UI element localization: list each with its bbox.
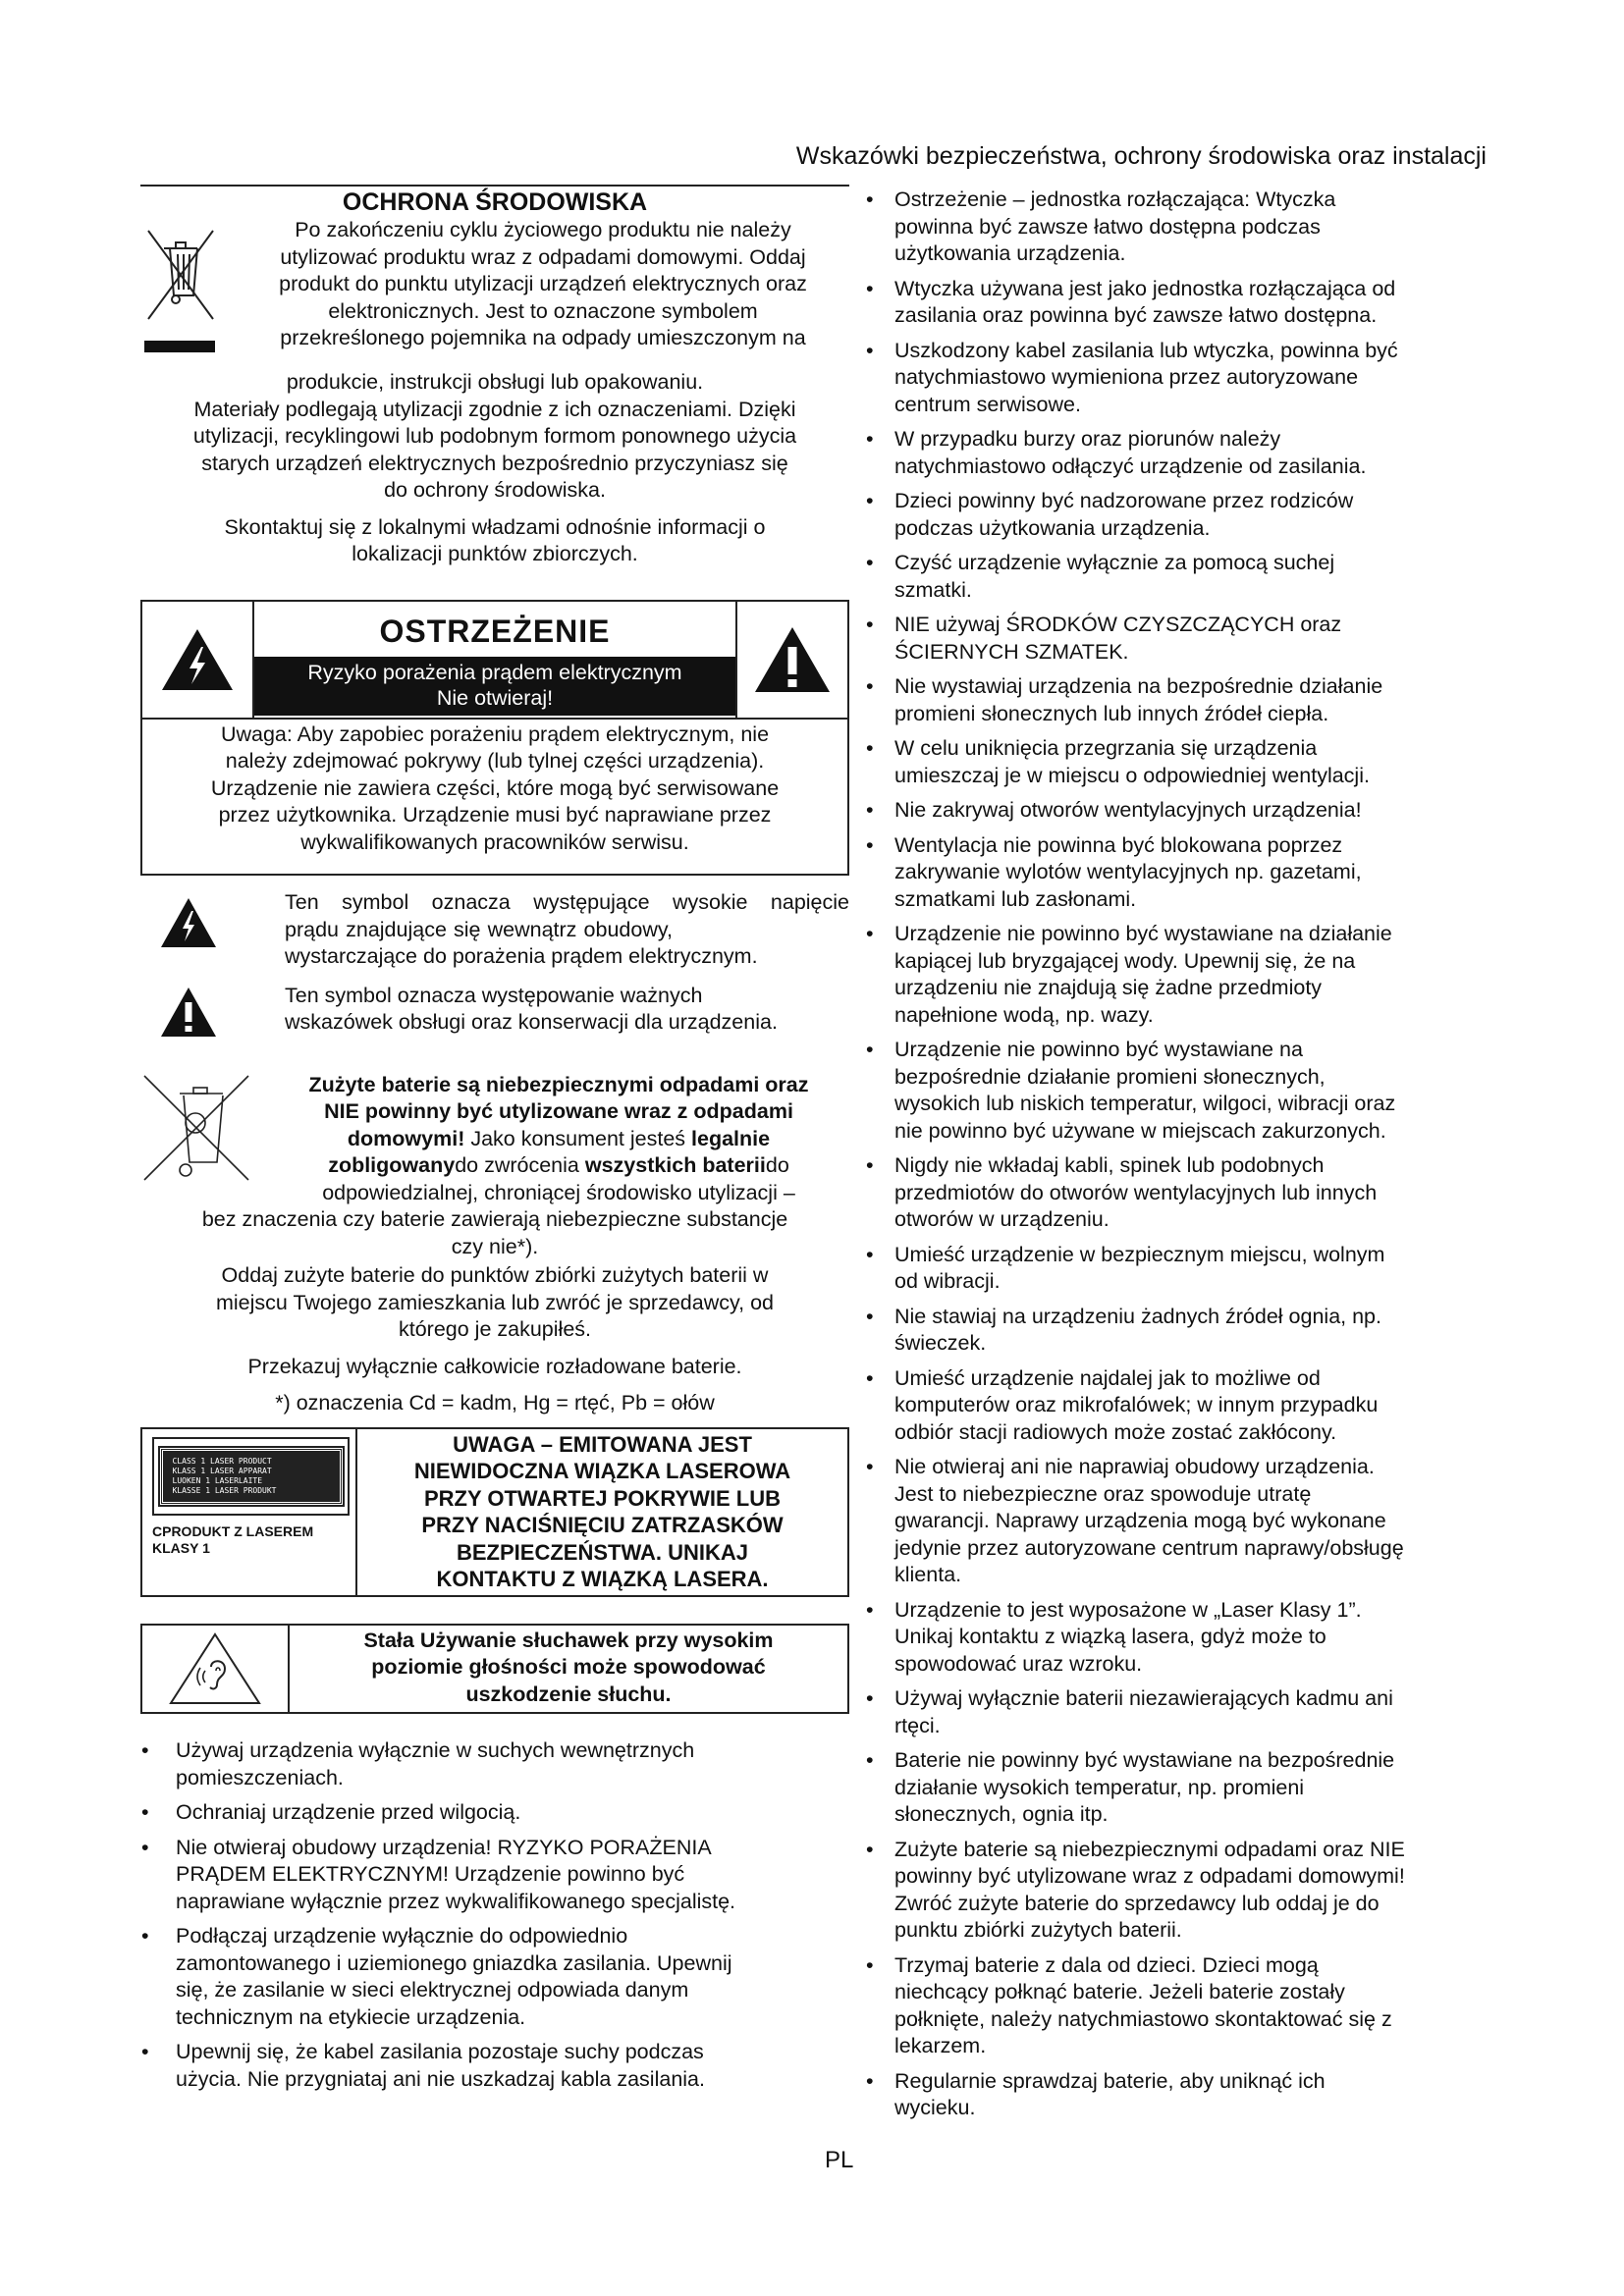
list-item: • Urządzenie nie powinno być wystawiane na bezpośrednie działanie promieni słonecznych, wysokich lub niskich temperatur, wilgoci, wibracji oraz nie powinno być używane w miejscach zakurzonych. xyxy=(866,1038,1396,1143)
list-item: • Urządzenie to jest wyposażone w „Laser Klasy 1”. Unikaj kontaktu z wiązką lasera, gdyż może to spowodować uraz wzroku. xyxy=(866,1597,1362,1676)
list-item: • Umieść urządzenie w bezpiecznym miejscu, wolnym od wibracji. xyxy=(866,1242,1385,1293)
list-item: • Używaj wyłącznie baterii niezawierających kadmu ani rtęci. xyxy=(866,1686,1393,1737)
list-item: • Uszkodzony kabel zasilania lub wtyczka, powinna być natychmiastowo wymieniona przez autoryzowane centrum serwisowe. xyxy=(866,338,1398,416)
list-item: • NIE używaj ŚRODKÓW CZYSZCZĄCYCH oraz ŚCIERNYCH SZMATEK. xyxy=(866,613,1342,664)
list-item: • Upewnij się, że kabel zasilania pozostaje suchy podczas użycia. Nie przygniataj ani nie uszkadzaj kabla zasilania. xyxy=(141,2040,705,2091)
crossed-battery-bin-icon xyxy=(140,1072,268,1207)
battery-paragraph-3: Przekazuj wyłącznie całkowicie rozładowane baterie. xyxy=(247,1354,742,1378)
env-paragraph-1: Po zakończeniu cyklu życiowego produktu nie należy utylizować produktu wraz z odpadami domowymi. Oddaj produkt do punktu utylizacji urządzeń elektrycznych oraz elektronicznych. Jest to oznaczone symbolem przekreślonego pojemnika na odpady umieszczonym na xyxy=(279,218,807,349)
laser-label-panel: CLASS 1 LASER PRODUCT KLASS 1 LASER APPARAT LUOKEN 1 LASERLAITE KLASSE 1 LASER PRODUKT CPRODUKT Z LASEREM KLASY 1 xyxy=(142,1429,357,1595)
list-item: • Zużyte baterie są niebezpiecznymi odpadami oraz NIE powinny być utylizowane wraz z odpadami domowymi! Zwróć zużyte baterie do sprzedawcy lub oddaj je do punktu zbiórki zużytych baterii. xyxy=(866,1837,1405,1942)
list-item: • Używaj urządzenia wyłącznie w suchych wewnętrznych pomieszczeniach. xyxy=(141,1738,695,1789)
hearing-box xyxy=(140,1624,849,1715)
warning-title: OSTRZEŻENIE xyxy=(379,613,611,649)
symbol-important-info: Ten symbol oznacza występowanie ważnych wskazówek obsługi oraz konserwacji dla urządzenia. xyxy=(140,983,849,1042)
list-item: • Regularnie sprawdzaj baterie, aby uniknąć ich wycieku. xyxy=(866,2068,1326,2119)
list-item: • Umieść urządzenie najdalej jak to możliwe od komputerów oraz mikrofalówek; w innym przypadku odbiór stacji radiowych może zostać zakłócony. xyxy=(866,1365,1379,1444)
list-item: • W przypadku burzy oraz piorunów należy natychmiastowo odłączyć urządzenie od zasilania. xyxy=(866,427,1367,478)
right-bullet-list xyxy=(865,187,1484,2122)
env-paragraph-3: Skontaktuj się z lokalnymi władzami odnośnie informacji o lokalizacji punktów zbiorczych. xyxy=(224,514,766,565)
laser-warning-text: UWAGA – EMITOWANA JEST NIEWIDOCZNA WIĄZKA LASEROWA PRZY OTWARTEJ POKRYWIE LUB PRZY NACIŚNIĘCIU ZATRZASKÓW BEZPIECZEŃSTWA. UNIKAJ KONTAKTU Z WIĄZKĄ LASERA. xyxy=(413,1431,791,1591)
laser-class-label: CLASS 1 LASER PRODUCT KLASS 1 LASER APPARAT LUOKEN 1 LASERLAITE KLASSE 1 LASER PRODUKT xyxy=(152,1437,350,1516)
list-item: • Czyść urządzenie wyłącznie za pomocą suchej szmatki. xyxy=(866,551,1335,602)
hearing-warning-icon xyxy=(142,1626,290,1713)
list-item: • Nie otwieraj ani nie naprawiaj obudowy urządzenia. Jest to niebezpieczne oraz spowoduje utratę gwarancji. Naprawy urządzenia mogą być wykonane jedynie przez autoryzowane centrum naprawy/obsługę klienta. xyxy=(866,1455,1404,1586)
list-item: • Podłączaj urządzenie wyłącznie do odpowiednio zamontowanego i uziemionego gniazdka zasilania. Upewnij się, że zasilanie w sieci elektrycznej odpowiada danym technicznym na etykiecie urządzenia. xyxy=(141,1924,732,2029)
list-item: • Ochraniaj urządzenie przed wilgocią. xyxy=(141,1800,521,1824)
battery-footnote: *) oznaczenia Cd = kadm, Hg = rtęć, Pb = ołów xyxy=(275,1391,715,1415)
list-item: • Urządzenie nie powinno być wystawiane na działanie kapiącej lub bryzgającej wody. Upewnij się, że na urządzeniu nie znajdują się żadne przedmioty napełnione wodą, np. wazy. xyxy=(866,922,1392,1027)
warning-body: Uwaga: Aby zapobiec porażeniu prądem elektrycznym, nie należy zdejmować pokrywy (lub tylnej części urządzenia). Urządzenie nie zawiera części, które mogą być serwisowane przez użytkownika. Urządzenie musi być naprawiane przez wykwalifikowanych pracowników serwisu. xyxy=(210,721,780,854)
right-column xyxy=(865,187,1484,2130)
list-item: • Wtyczka używana jest jako jednostka rozłączająca od zasilania oraz powinna być zawsze łatwo dostępna. xyxy=(866,276,1396,327)
list-item: • Nie otwieraj obudowy urządzenia! RYZYKO PORAŻENIA PRĄDEM ELEKTRYCZNYM! Urządzenie powinno być naprawiane wyłącznie przez wykwalifikowanego specjalistę. xyxy=(141,1835,736,1913)
exclamation-warning-icon xyxy=(737,602,847,718)
lightning-warning-icon xyxy=(142,602,252,718)
list-item: • Baterie nie powinny być wystawiane na bezpośrednie działanie wysokich temperatur, np. promieni słonecznych, ognia itp. xyxy=(866,1748,1395,1826)
list-item: • Dzieci powinny być nadzorowane przez rodziców podczas użytkowania urządzenia. xyxy=(866,489,1354,540)
battery-paragraph-2: Oddaj zużyte baterie do punktów zbiórki zużytych baterii w miejscu Twojego zamieszkania lub zwróć je sprzedawcy, od którego je zakupiłeś. xyxy=(215,1263,774,1341)
env-title: OCHRONA ŚRODOWISKA xyxy=(140,185,849,217)
list-item: • W celu uniknięcia przegrzania się urządzenia umieszczaj je w miejscu o odpowiedniej wentylacji. xyxy=(866,736,1370,787)
list-item: • Nie stawiaj na urządzeniu żadnych źródeł ognia, np. świeczek. xyxy=(866,1304,1381,1355)
list-item: • Trzymaj baterie z dala od dzieci. Dzieci mogą niechcący połknąć baterie. Jeżeli baterie zostały połknięte, należy natychmiastowo skontaktować się z lekarzem. xyxy=(866,1952,1392,2057)
env-block xyxy=(140,217,849,361)
left-column: OCHRONA ŚRODOWISKA Po zakończeniu cyklu życiowego produktu nie należy utylizować produktu wraz z odpadami domowymi. Oddaj produkt do punktu utylizacji urządzeń elektrycznych oraz elektronicznych. Jest to oznaczone symbolem przekreślonego pojemnika na odpady umieszczonym na produkcie, instrukcji obsługi lub opakowaniu. Materiały podlegają utylizacji zgodnie z ich oznaczeniami. Dzięki utylizacji, recyklingowi lub podobnym formom ponownego użycia starych urządzeń elektrycznych bezpośrednio przyczyniasz się do ochrony środowiska. Skontaktuj się z lokalnymi władzami odnośnie informacji o lokalizacji punktów zbiorczych. OSTRZEŻENIE Ryzyko porażenia prądem elektrycznym Nie otwieraj! Uwaga: Aby zapobiec porażeniu prądem elektrycznym, nie należy zdejmować pokrywy (lub tylnej części urządzenia). Urządzenie nie zawiera części, które mogą być serwisowane przez użytkownika. Urządzenie musi być naprawiane przez wykwalifikowanych pracowników serwisu. Ten symbol oznacza występujące wysokie napięcie prądu znajdujące się wewnątrz obudowy, wystarczające do porażenia prądem elektrycznym. Ten symbol oznacza występowanie ważnych wskazówek obsługi oraz konserwacji dla urządzenia. Zużyte baterie są niebezpiecznymi odpadami oraz NIE powinny być utylizowane wraz z odpadami domowymi! Jako konsument jesteś legalnie zobligowanydo zwrócenia wszystkich bateriido odpowiedzialnej, chroniącej środowisko utylizacji – bez znaczenia czy baterie zawierają niebezpieczne substancje czy nie*). Oddaj zużyte baterie do punktów zbiórki zużytych baterii w miejscu Twojego zamieszkania lub zwróć je sprzedawcy, od którego je zakupiłeś. Przekazuj wyłącznie całkowicie rozładowane baterie. *) oznaczenia Cd = kadm, Hg = rtęć, Pb = ołów CLASS 1 LASER PRODUCT KLASS 1 LASER APPARAT LUOKEN 1 LASERLAITE KLASSE 1 LASER PRODUKT CPRODUKT Z LASEREM KLASY 1 UWAGA – EMITOWANA JEST NIEWIDOCZNA WIĄZKA LASEROWA PRZY OTWARTEJ POKRYWIE LUB PRZY NACIŚNIĘCIU ZATRZASKÓW BEZPIECZEŃSTWA. UNIKAJ KONTAKTU Z WIĄZKĄ LASERA. Stała Używanie słuchawek przy wysokim poziomie głośności może spowodować uszkodzenie słuchu. • Używaj urządzenia wyłącznie w suchych wewnętrznych pomieszczeniach. • Ochraniaj urządzenie przed wilgocią. • Nie otwieraj obudowy urządzenia! RYZYKO PORAŻENIA PRĄDEM ELEKTRYCZNYM! Urządzenie powinno być naprawiane wyłącznie przez wykwalifikowanego specjalistę. • Podłączaj urządzenie wyłącznie do odpowiednio zamontowanego i uziemionego gniazdka zasilania. Upewnij się, że zasilanie w sieci elektrycznej odpowiada danym technicznym na etykiecie urządzenia. • Upewnij się, że kabel zasilania pozostaje suchy podczas użycia. Nie przygniataj ani nie uszkadzaj kabla zasilania. xyxy=(140,185,849,2101)
lightning-symbol-icon xyxy=(140,889,285,971)
crossed-bin-icon xyxy=(140,217,237,361)
laser-box xyxy=(140,1427,849,1597)
warning-subtitle: Ryzyko porażenia prądem elektrycznym Nie otwieraj! xyxy=(254,657,735,716)
list-item: • Nie wystawiaj urządzenia na bezpośrednie działanie promieni słonecznych lub innych źródeł ciepła. xyxy=(866,674,1383,725)
list-item: • Wentylacja nie powinna być blokowana poprzez zakrywanie wylotów wentylacyjnych np. gazetami, szmatkami lub zasłonami. xyxy=(866,832,1362,911)
env-paragraph-1-end: produkcie, instrukcji obsługi lub opakowaniu. xyxy=(286,370,704,394)
list-item: • Nigdy nie wkładaj kabli, spinek lub podobnych przedmiotów do otworów wentylacyjnych lub innych otworów w urządzeniu. xyxy=(866,1153,1378,1231)
left-bullet-list xyxy=(140,1737,849,2093)
exclamation-symbol-icon xyxy=(140,983,285,1042)
list-item: • Nie zakrywaj otworów wentylacyjnych urządzenia! xyxy=(866,798,1362,822)
warning-box xyxy=(140,600,849,877)
hearing-warning-text: Stała Używanie słuchawek przy wysokim poziomie głośności może spowodować uszkodzenie słuchu. xyxy=(363,1628,774,1706)
env-paragraph-2: Materiały podlegają utylizacji zgodnie z ich oznaczeniami. Dzięki utylizacji, recyklingowi lub podobnym formom ponownego użycia starych urządzeń elektrycznych bezpośrednio przyczyniasz się do ochrony środowiska. xyxy=(192,397,797,502)
page-language-footer: PL xyxy=(825,2147,854,2173)
symbol-high-voltage: Ten symbol oznacza występujące wysokie napięcie prądu znajdujące się wewnątrz obudowy, wystarczające do porażenia prądem elektrycznym. xyxy=(140,889,849,971)
page-header: Wskazówki bezpieczeństwa, ochrony środowiska oraz instalacji xyxy=(795,142,1487,170)
list-item: • Ostrzeżenie – jednostka rozłączająca: Wtyczka powinna być zawsze łatwo dostępna podczas użytkowania urządzenia. xyxy=(866,187,1336,265)
battery-block: Zużyte baterie są niebezpiecznymi odpadami oraz NIE powinny być utylizowane wraz z odpadami domowymi! Jako konsument jesteś legalnie zobligowanydo zwrócenia wszystkich bateriido odpowiedzialnej, chroniącej środowisko utylizacji – xyxy=(140,1072,849,1207)
